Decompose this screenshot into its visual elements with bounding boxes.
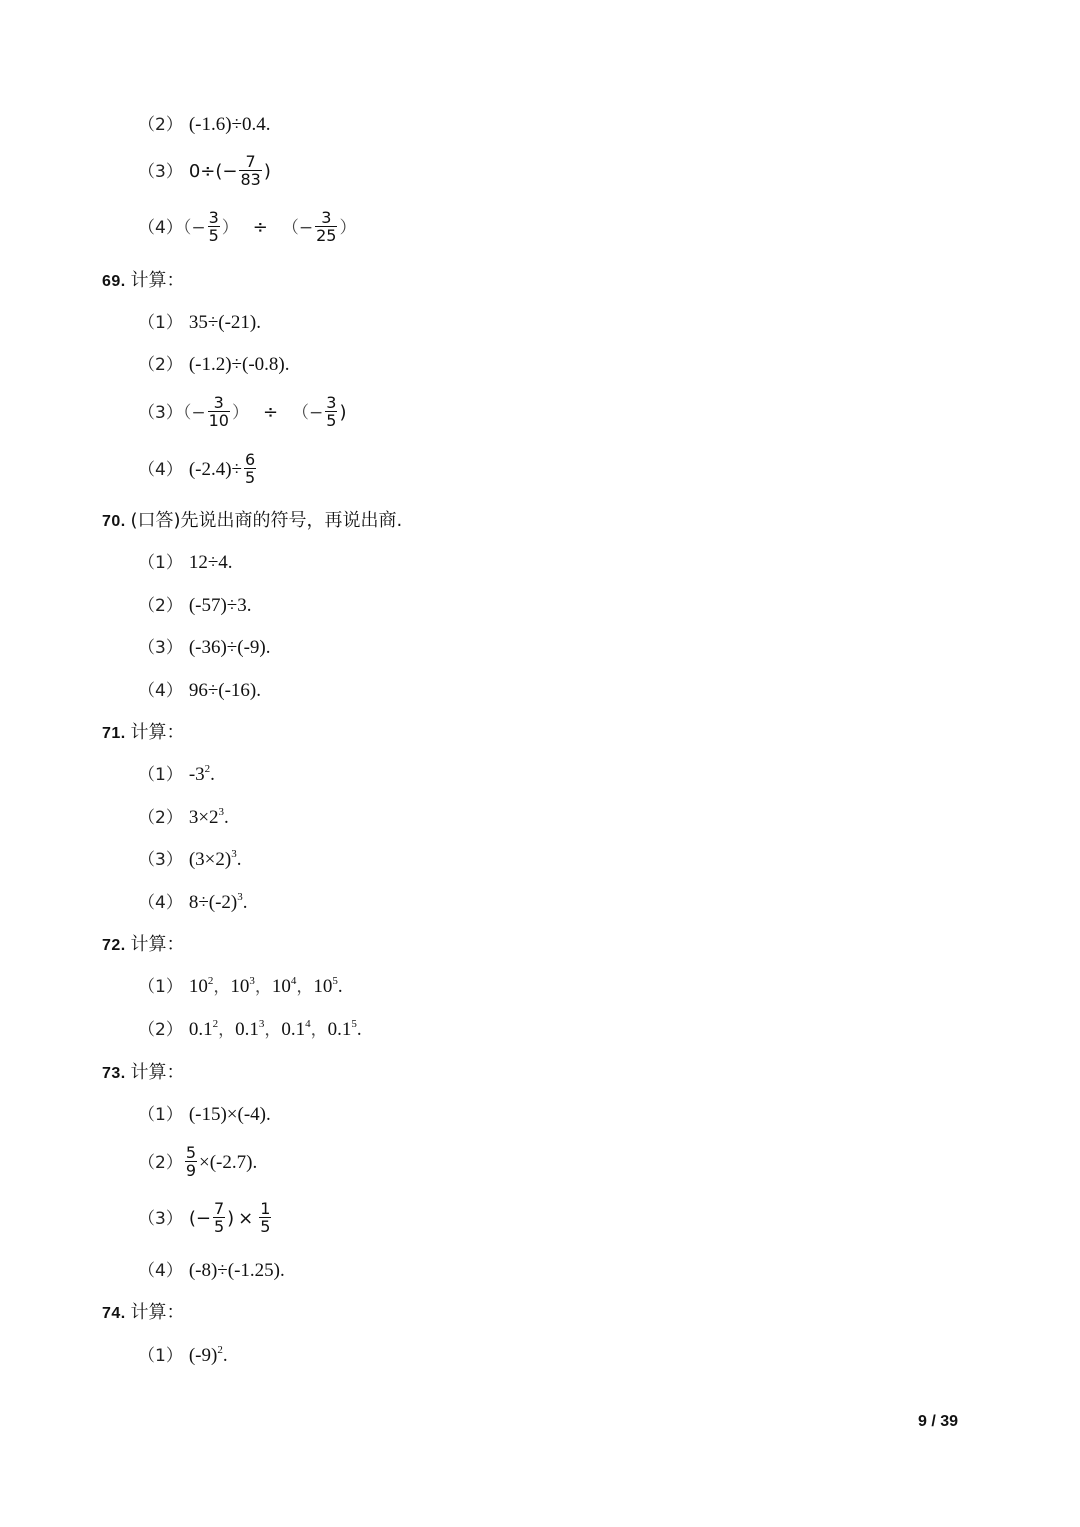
exponent: 3	[237, 891, 243, 903]
exponent: 4	[290, 975, 297, 987]
exponent: 3	[231, 848, 237, 860]
question-text: 计算：	[130, 934, 185, 955]
comma: ，	[310, 1020, 328, 1040]
item-label: （4）	[138, 217, 183, 238]
fraction	[213, 1200, 225, 1235]
period: .	[337, 976, 343, 997]
numerator: 5	[185, 1143, 197, 1162]
denominator: 5	[326, 411, 337, 430]
question-number: 72.	[102, 937, 126, 954]
sub-item-68-3	[138, 152, 271, 190]
item-label: （1）	[138, 313, 183, 333]
exponent: 3	[218, 806, 225, 818]
question-number: 74.	[102, 1305, 126, 1322]
numerator: 7	[213, 1199, 225, 1218]
exponent: 5	[351, 1018, 357, 1030]
expression-suffix: ×(-2.7).	[199, 1151, 258, 1173]
sub-item-68-2	[138, 115, 271, 134]
sub-item-74-1	[138, 1346, 228, 1365]
question-number: 70.	[102, 513, 126, 530]
expression: (-1.2)÷(-0.8).	[188, 354, 290, 375]
item-label: （4）	[138, 893, 183, 913]
item-label: （2）	[138, 596, 183, 616]
question-text: 计算：	[130, 1302, 185, 1323]
question-70	[102, 511, 402, 530]
fraction	[325, 394, 337, 429]
item-label: （3）	[138, 1208, 183, 1229]
period: .	[210, 764, 215, 785]
numerator: 7	[245, 152, 256, 171]
exponent: 2	[217, 1344, 223, 1356]
paren-open: （−	[292, 402, 324, 423]
expression: (-36)÷(-9).	[188, 637, 271, 658]
fraction	[208, 394, 230, 429]
comma: ，	[213, 977, 231, 997]
fraction	[259, 1200, 271, 1235]
exponent: 3	[249, 975, 255, 987]
denominator: 9	[185, 1161, 197, 1180]
paren-close: )	[339, 401, 347, 423]
times-sign: ×	[238, 1207, 254, 1229]
item-label: （1）	[138, 977, 183, 997]
numerator: 3	[208, 208, 219, 227]
fraction	[244, 451, 256, 486]
exponent: 2	[212, 1018, 219, 1030]
sub-item-72-1	[138, 977, 343, 996]
item-label: （4）	[138, 1261, 183, 1281]
power-base: 10	[188, 976, 208, 997]
fraction	[208, 209, 220, 244]
power-base: 0.1	[327, 1019, 352, 1040]
sub-item-73-4	[138, 1261, 285, 1280]
sub-item-69-1	[138, 313, 261, 332]
denominator: 10	[208, 411, 229, 430]
item-label: （4）	[138, 459, 183, 480]
question-73	[102, 1063, 185, 1082]
sub-item-70-1	[138, 553, 233, 572]
period: .	[356, 1019, 362, 1040]
sub-item-70-2	[138, 596, 252, 615]
paren-close: ）	[231, 402, 249, 423]
exponent: 3	[258, 1018, 265, 1030]
sub-item-72-2	[138, 1020, 362, 1039]
item-label: （2）	[138, 1152, 183, 1173]
sub-item-69-4	[138, 450, 258, 488]
power-base: 10	[230, 976, 250, 997]
expression: (-1.6)÷0.4.	[188, 114, 271, 135]
divide-sign: ÷	[252, 216, 268, 238]
paren-close: ）	[339, 217, 357, 238]
fraction	[239, 153, 261, 188]
expression: 12÷4.	[188, 552, 233, 573]
numerator: 3	[321, 208, 332, 227]
numerator: 1	[260, 1199, 271, 1218]
fraction	[315, 209, 337, 244]
exponent: 4	[305, 1018, 311, 1030]
period: .	[242, 892, 248, 913]
item-label: （4）	[138, 681, 183, 701]
denominator: 5	[245, 468, 256, 487]
item-label: （3）	[138, 850, 183, 870]
question-74	[102, 1303, 185, 1322]
item-label: （1）	[138, 1105, 183, 1125]
comma: ，	[254, 977, 272, 997]
numerator: 3	[326, 393, 337, 412]
power-base: 10	[271, 976, 291, 997]
denominator: 83	[240, 170, 261, 189]
expression-base: (-9)	[188, 1345, 218, 1366]
power-base: 0.1	[281, 1019, 306, 1040]
denominator: 25	[316, 226, 337, 245]
paren-close: )	[227, 1207, 235, 1229]
expression-base: 3×2	[188, 807, 219, 828]
divide-sign: ÷	[262, 401, 279, 423]
sub-item-69-3	[138, 393, 347, 431]
item-label: （3）	[138, 638, 183, 658]
question-text: (口答)先说出商的符号，再说出商.	[130, 510, 403, 531]
sub-item-73-3	[138, 1199, 273, 1237]
sub-item-69-2	[138, 355, 289, 374]
question-text: 计算：	[130, 270, 185, 291]
sub-item-70-4	[138, 681, 261, 700]
item-label: （1）	[138, 765, 183, 785]
period: .	[224, 807, 229, 828]
expression-base: 8÷(-2)	[188, 892, 238, 913]
expression: (-8)÷(-1.25).	[188, 1260, 285, 1281]
fraction	[185, 1144, 197, 1179]
item-label: （1）	[138, 1346, 183, 1366]
numerator: 3	[213, 393, 224, 412]
question-number: 73.	[102, 1065, 126, 1082]
exponent: 5	[332, 975, 338, 987]
sub-item-68-4	[138, 208, 357, 246]
paren-open: （−	[281, 217, 314, 238]
expression-suffix: )	[263, 160, 271, 182]
comma: ，	[264, 1020, 282, 1040]
denominator: 5	[260, 1217, 271, 1236]
expression: 35÷(-21).	[188, 312, 261, 333]
question-number: 69.	[102, 273, 126, 290]
paren-open: (−	[188, 1207, 211, 1229]
expression: (-15)×(-4).	[188, 1104, 271, 1125]
comma: ，	[218, 1020, 236, 1040]
exponent: 2	[204, 763, 211, 775]
item-label: （1）	[138, 553, 183, 573]
sub-item-73-2	[138, 1143, 258, 1181]
exponent: 2	[207, 975, 214, 987]
item-label: （2）	[138, 355, 183, 375]
expression: (-57)÷3.	[188, 595, 252, 616]
denominator: 5	[213, 1217, 225, 1236]
item-label: （2）	[138, 115, 183, 135]
power-base: 0.1	[235, 1019, 259, 1040]
expression-base: -3	[188, 764, 205, 785]
sub-item-71-4	[138, 893, 248, 912]
paren-open: （−	[182, 217, 206, 238]
sub-item-73-1	[138, 1105, 271, 1124]
question-text: 计算：	[130, 1062, 185, 1083]
expression-prefix: 0÷(−	[188, 160, 238, 182]
comma: ，	[296, 977, 314, 997]
item-label: （2）	[138, 1020, 183, 1040]
period: .	[236, 849, 242, 870]
period: .	[222, 1345, 228, 1366]
power-base: 0.1	[188, 1019, 213, 1040]
numerator: 6	[245, 450, 256, 469]
sub-item-71-3	[138, 850, 241, 869]
item-label: （2）	[138, 808, 183, 828]
question-69	[102, 271, 185, 290]
page-number: 9 / 39	[918, 1413, 959, 1430]
power-base: 10	[313, 976, 333, 997]
expression-base: (3×2)	[188, 849, 232, 870]
denominator: 5	[208, 226, 219, 245]
item-label: （3）	[138, 161, 183, 182]
question-71	[102, 723, 185, 742]
sub-item-71-1	[138, 765, 215, 784]
paren-open: （−	[182, 402, 206, 423]
question-number: 71.	[102, 725, 126, 742]
question-text: 计算：	[130, 722, 185, 743]
paren-close: ）	[221, 217, 239, 238]
question-72	[102, 935, 185, 954]
sub-item-70-3	[138, 638, 270, 657]
expression: 96÷(-16).	[188, 680, 261, 701]
expression-prefix: (-2.4)÷	[188, 458, 242, 480]
sub-item-71-2	[138, 808, 229, 827]
item-label: （3）	[138, 402, 183, 423]
